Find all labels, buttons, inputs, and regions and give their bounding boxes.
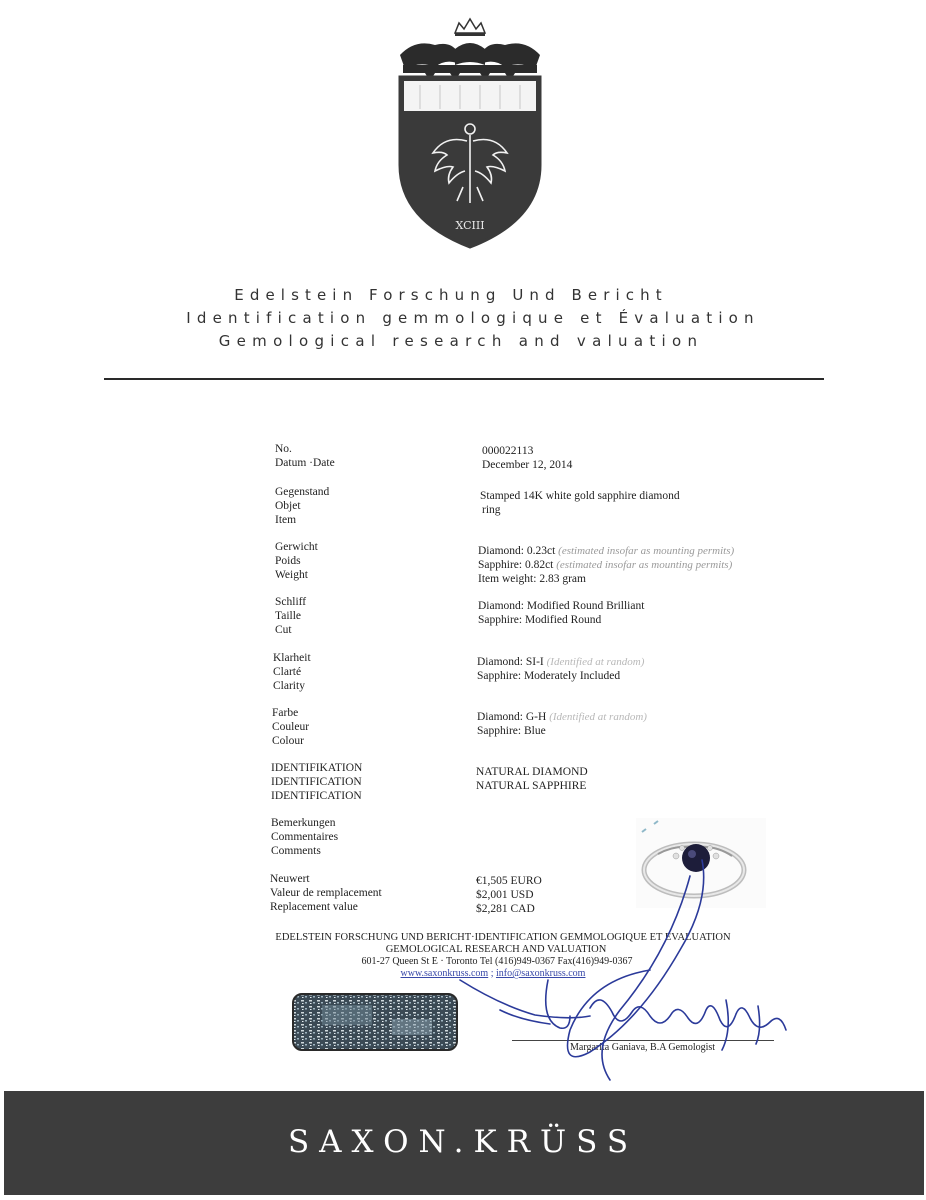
label-clarity: Klarheit Clarté Clarity: [273, 652, 311, 692]
value-cad: $2,281 CAD: [476, 903, 535, 915]
hologram-sticker: [292, 993, 458, 1051]
value-cut: Diamond: Modified Round Brilliant Sapphire: Modified Round: [478, 600, 645, 626]
value-number-date: [482, 444, 572, 472]
footer-contact: www.saxonkruss.com ; info@saxonkruss.com: [400, 968, 586, 979]
footer-company-name: EDELSTEIN FORSCHUNG UND BERICHT·IDENTIFICATION GEMMOLOGIQUE ET EVALUATION: [275, 932, 731, 943]
report-number: 000022113: [482, 445, 534, 457]
heading-english: Gemological research and valuation: [218, 332, 704, 350]
label-identification: IDENTIFIKATION IDENTIFICATION IDENTIFICATION: [271, 762, 363, 802]
footer-company-tagline: GEMOLOGICAL RESEARCH AND VALUATION: [385, 944, 607, 955]
crest-emblem: [395, 15, 545, 265]
heading-german: Edelstein Forschung Und Bericht: [234, 286, 668, 304]
crest-numeral: XCIII: [455, 219, 485, 232]
footer-address: 601-27 Queen St E · Toronto Tel (416)949-0367 Fax(416)949-0367: [361, 956, 633, 967]
value-usd: $2,001 USD: [476, 889, 534, 901]
label-item: Gegenstand Objet Item: [275, 486, 330, 526]
label-comments: Bemerkungen Commentaires Comments: [271, 817, 339, 857]
crown-icon: [455, 19, 485, 36]
value-weight: Diamond: 0.23ct (estimated insofar as mounting permits) Sapphire: 0.82ct (estimated insofar as mounting permits) Item weight: 2.83 gram: [478, 545, 735, 585]
label-weight: Gerwicht Poids Weight: [275, 541, 318, 581]
heading-french: Identification gemmologique et Évaluation: [186, 309, 760, 327]
brand-name: SAXON.KRÜSS: [287, 1124, 639, 1160]
label-number-date: No. Datum ·Date: [275, 443, 335, 469]
value-colour: Diamond: G-H (Identified at random) Sapphire: Blue: [477, 711, 647, 737]
signer-name: Margarita Ganiava, B.A Gemologist: [570, 1042, 716, 1053]
heading-divider: [104, 378, 824, 380]
value-item: Stamped 14K white gold sapphire diamond ring: [480, 490, 680, 516]
gemologist-signature: [440, 830, 820, 1100]
value-euro: €1,505 EURO: [476, 875, 542, 887]
value-clarity: Diamond: SI-I (Identified at random) Sapphire: Moderately Included: [477, 656, 645, 682]
website-link[interactable]: www.saxonkruss.com: [400, 968, 489, 979]
email-link[interactable]: info@saxonkruss.com: [495, 968, 586, 979]
label-colour: Farbe Couleur Colour: [272, 707, 310, 747]
ornament-band: [400, 43, 540, 81]
value-identification: NATURAL DIAMOND NATURAL SAPPHIRE: [476, 766, 588, 792]
label-replacement-value: Neuwert Valeur de remplacement Replacement value: [270, 873, 382, 913]
label-cut: Schliff Taille Cut: [275, 596, 307, 636]
report-date: December 12, 2014: [482, 459, 573, 471]
